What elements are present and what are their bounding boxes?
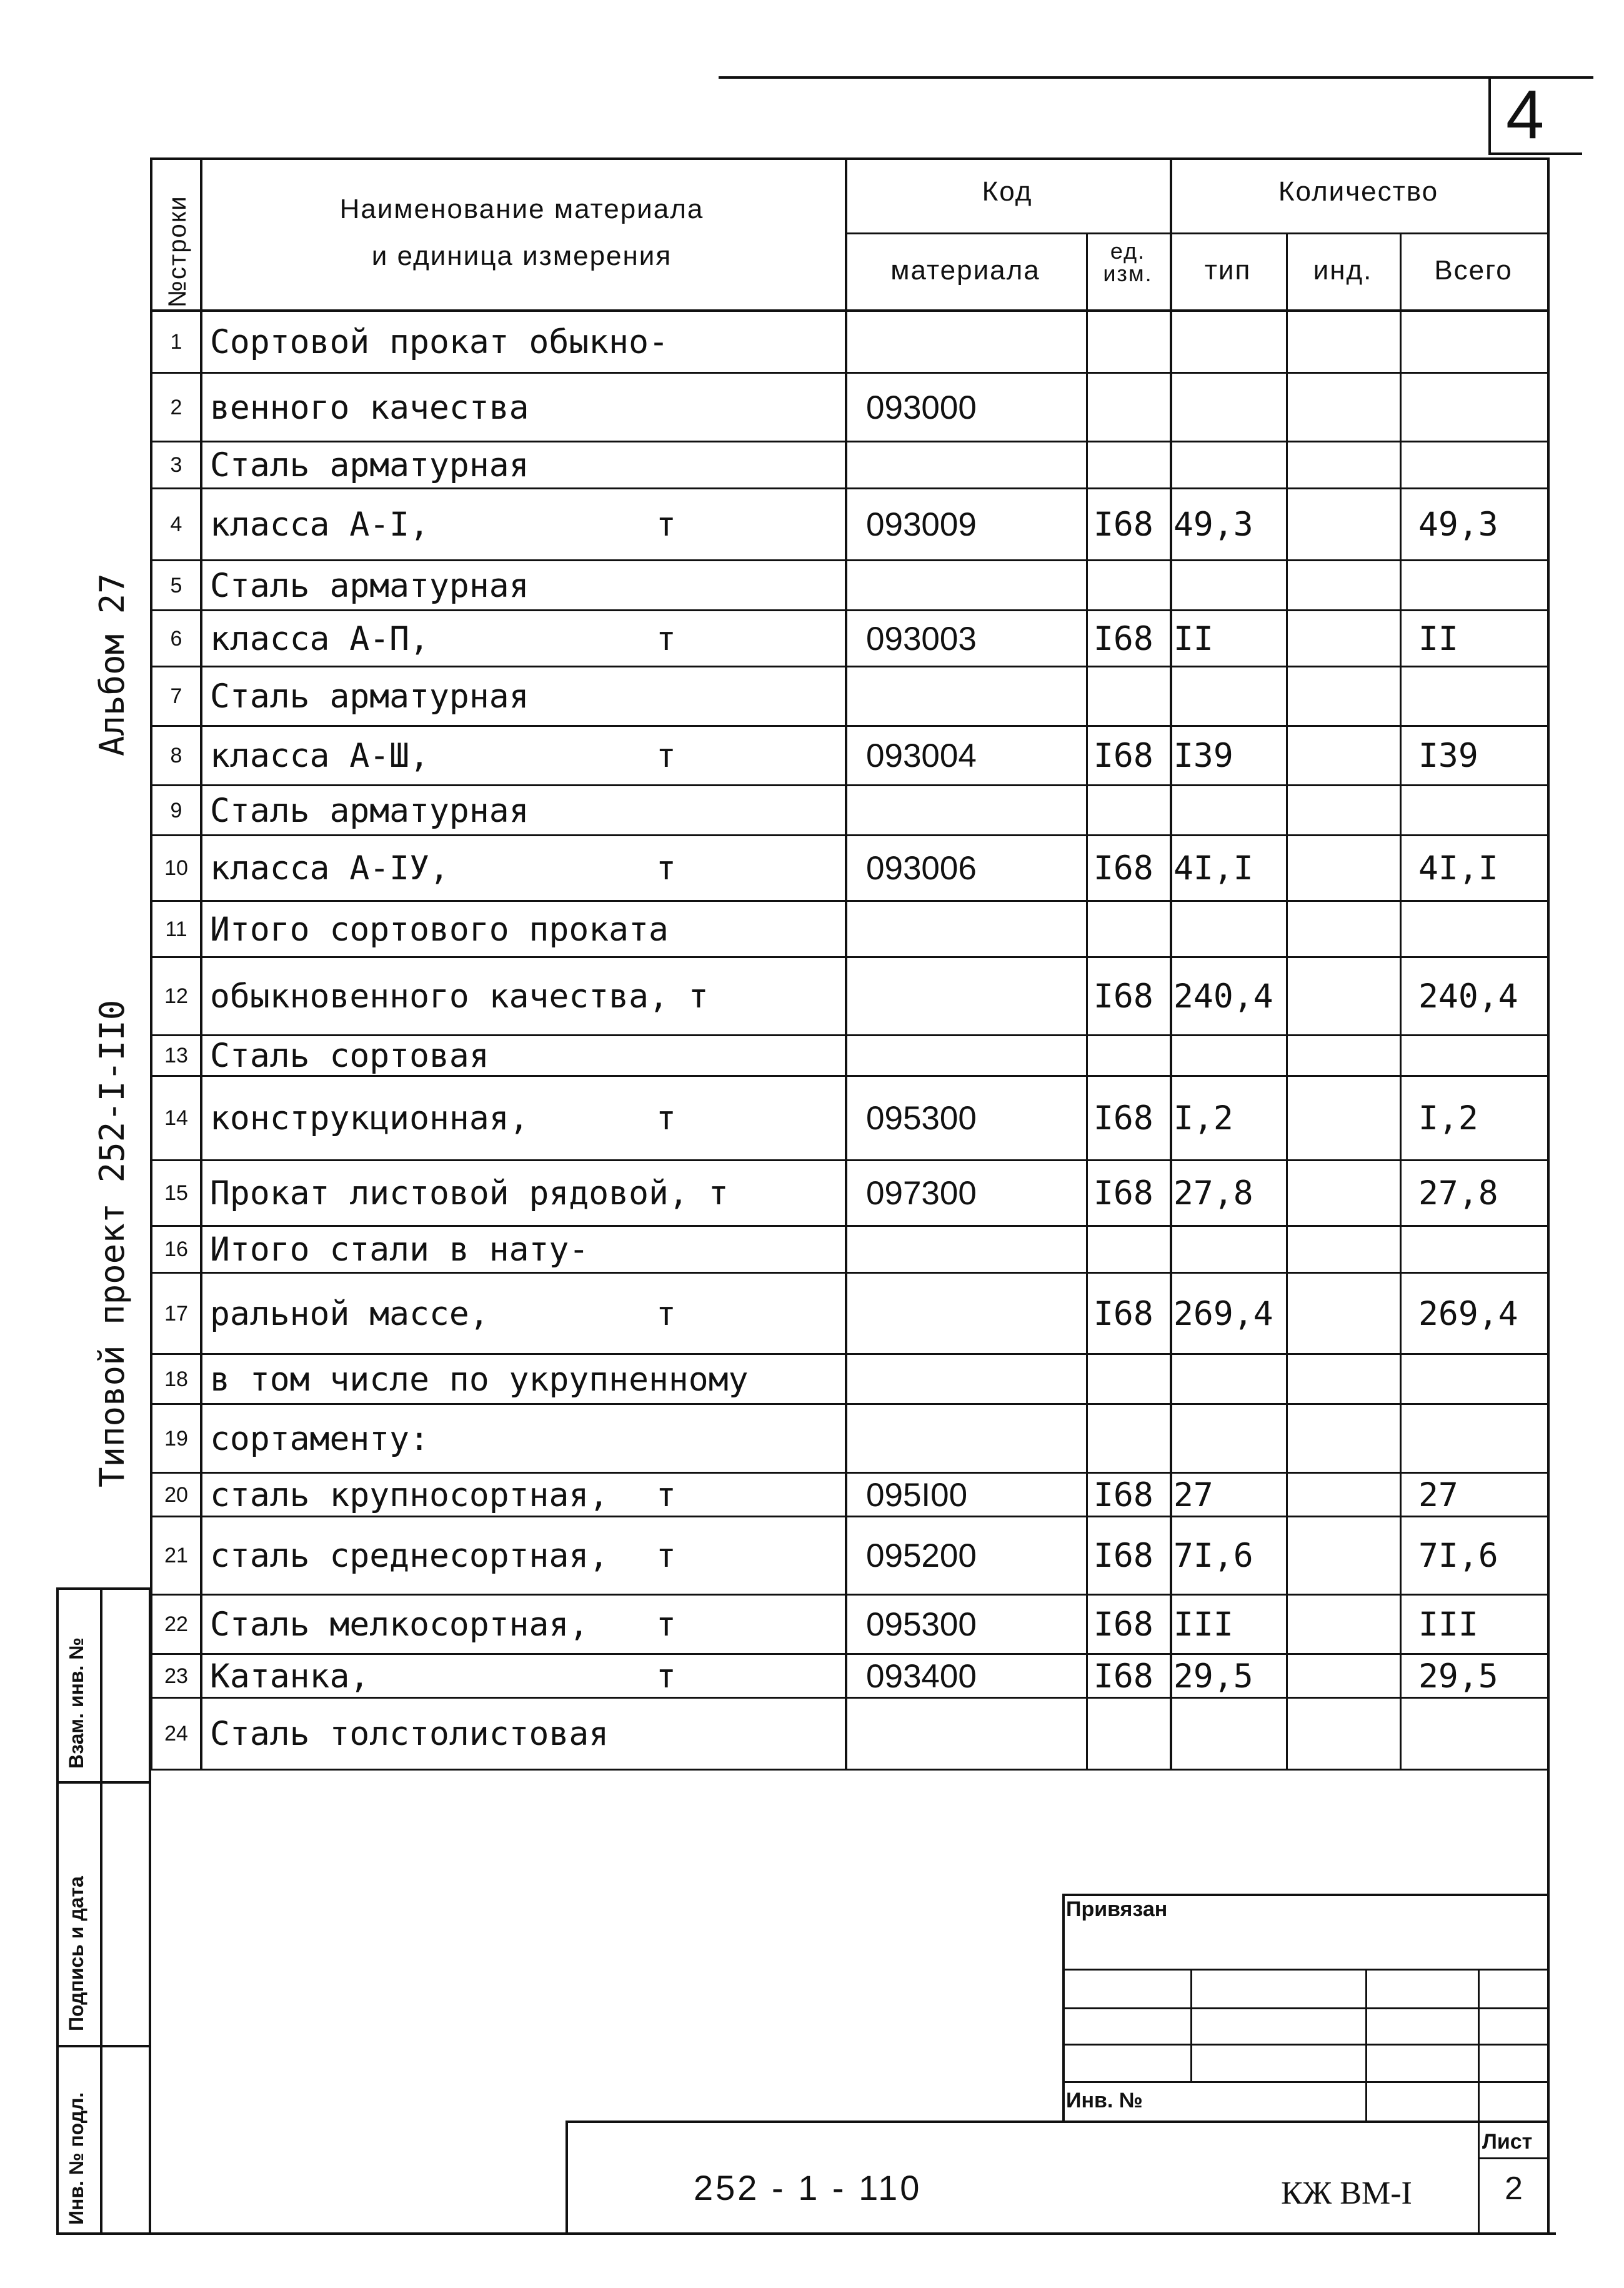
col-divider-total (1400, 232, 1402, 1769)
row-divider (150, 784, 1547, 786)
row-number: 4 (170, 512, 182, 536)
material-name: Сортовой прокат обыкно- (210, 322, 669, 361)
material-code: 093009 (866, 506, 977, 543)
unit-code: I68 (1093, 619, 1153, 658)
material-name: конструкционная, (210, 1099, 529, 1137)
unit-symbol (656, 1406, 694, 1472)
row-number: 20 (164, 1482, 188, 1507)
quantity-ind (1290, 668, 1398, 725)
tb-sheet-label: Лист (1482, 2130, 1533, 2154)
unit-symbol: т (656, 506, 676, 544)
tb-sheet-div (1478, 2157, 1550, 2159)
quantity-type (1173, 1406, 1285, 1472)
header-total: Всего (1434, 255, 1513, 286)
material-name: сталь среднесортная, (210, 1537, 609, 1575)
quantity-total (1418, 1356, 1546, 1403)
row-number: 17 (164, 1301, 188, 1326)
unit-symbol (656, 959, 694, 1034)
quantity-type (1173, 443, 1285, 487)
material-code: 097300 (866, 1175, 977, 1212)
header-name-line1: Наименование материала (339, 194, 704, 224)
unit-symbol (656, 1227, 694, 1272)
stamp-div1 (56, 1781, 150, 1784)
material-code: 095300 (866, 1606, 977, 1643)
material-name: Сталь арматурная (210, 677, 529, 716)
unit-symbol (656, 1699, 694, 1769)
material-code (866, 1406, 1085, 1472)
row-divider (150, 1653, 1547, 1655)
quantity-type: 29,5 (1173, 1657, 1253, 1696)
row-divider (150, 487, 1547, 489)
quantity-ind (1290, 902, 1398, 956)
stamp-left (56, 1587, 59, 2234)
top-rule (719, 76, 1593, 79)
quantity-total: 27,8 (1418, 1174, 1498, 1212)
unit-code: I68 (1093, 1099, 1153, 1137)
tb-privyazan-top (1062, 1894, 1550, 1896)
unit-code (1093, 1699, 1168, 1769)
header-row-number: №строки (164, 195, 191, 307)
quantity-total: 27 (1418, 1476, 1458, 1514)
material-name: Прокат листовой рядовой, т (210, 1174, 729, 1212)
stamp-inv: Инв. № подл. (65, 2092, 87, 2225)
quantity-type (1173, 902, 1285, 956)
row-number: 14 (164, 1106, 188, 1130)
row-divider (150, 1697, 1547, 1699)
quantity-type: 269,4 (1173, 1294, 1273, 1333)
header-mid-line (845, 232, 1547, 234)
quantity-total: 4I,I (1418, 849, 1498, 887)
quantity-type: III (1173, 1606, 1233, 1644)
header-ind: инд. (1313, 255, 1373, 286)
material-code (866, 1699, 1085, 1769)
page-mark: 4 (1506, 76, 1545, 153)
page-bottom-rule (56, 2232, 1556, 2235)
row-number: 16 (164, 1237, 188, 1261)
quantity-ind (1290, 1518, 1398, 1594)
quantity-ind (1290, 1037, 1398, 1075)
quantity-total (1418, 1699, 1546, 1769)
header-type: тип (1204, 255, 1252, 286)
quantity-ind (1290, 1162, 1398, 1225)
quantity-ind (1290, 837, 1398, 900)
quantity-type: 4I,I (1173, 849, 1253, 887)
quantity-total: II (1418, 619, 1458, 658)
material-name: Сталь сортовая (210, 1037, 489, 1075)
material-code (866, 1227, 1085, 1272)
row-divider (150, 1403, 1547, 1405)
row-divider (150, 666, 1547, 667)
material-code (866, 1037, 1085, 1075)
quantity-total (1418, 1227, 1546, 1272)
row-number: 12 (164, 984, 188, 1008)
material-name: Сталь арматурная (210, 446, 529, 484)
material-name: венного качества (210, 388, 529, 427)
material-name: Сталь арматурная (210, 791, 529, 830)
tb-h4 (1062, 2081, 1550, 2083)
quantity-total (1418, 562, 1546, 609)
unit-code: I68 (1093, 1476, 1153, 1514)
unit-symbol (656, 443, 694, 487)
quantity-total (1418, 443, 1546, 487)
quantity-total (1418, 374, 1546, 441)
unit-symbol: т (656, 737, 676, 775)
unit-code (1093, 374, 1168, 441)
tb-main-top (565, 2121, 1550, 2123)
row-divider (150, 1769, 1547, 1771)
unit-symbol: т (656, 1606, 676, 1644)
stamp-mid (100, 1587, 102, 2234)
material-code: 093000 (866, 389, 977, 426)
quantity-total (1418, 312, 1546, 372)
quantity-total: 269,4 (1418, 1294, 1518, 1333)
row-divider (150, 956, 1547, 958)
unit-symbol (656, 787, 694, 834)
tb-h1 (1062, 1969, 1550, 1971)
quantity-type: 7I,6 (1173, 1537, 1253, 1575)
material-code (866, 1356, 1085, 1403)
row-number: 2 (170, 395, 182, 419)
material-code (866, 902, 1085, 956)
unit-code (1093, 1037, 1168, 1075)
row-divider (150, 1594, 1547, 1596)
row-divider (150, 559, 1547, 561)
unit-symbol: т (656, 1657, 676, 1696)
unit-code: I68 (1093, 737, 1153, 775)
quantity-type: II (1173, 619, 1213, 658)
table-top-border (150, 157, 1550, 160)
quantity-ind (1290, 1356, 1398, 1403)
material-name: класса А-IУ, (210, 849, 449, 887)
row-number: 3 (170, 453, 182, 477)
unit-symbol (656, 562, 694, 609)
unit-symbol (656, 902, 694, 956)
unit-symbol (656, 312, 694, 372)
unit-code: I68 (1093, 849, 1153, 887)
col-divider-unit (1086, 232, 1088, 1769)
material-name: Катанка, (210, 1657, 370, 1696)
unit-code: I68 (1093, 1657, 1153, 1696)
quantity-total: I39 (1418, 737, 1478, 775)
row-number: 10 (164, 856, 188, 880)
row-number: 11 (165, 917, 187, 941)
material-code: 095I00 (866, 1476, 968, 1514)
quantity-type: 49,3 (1173, 506, 1253, 544)
row-divider (150, 372, 1547, 374)
material-name: в том числе по укрупненному (210, 1360, 749, 1399)
unit-code (1093, 443, 1168, 487)
material-code: 093400 (866, 1657, 977, 1695)
quantity-type: I39 (1173, 737, 1233, 775)
quantity-total: 49,3 (1418, 506, 1498, 544)
row-number: 7 (170, 684, 182, 708)
tb-mark: КЖ ВМ-I (1281, 2176, 1412, 2211)
quantity-ind (1290, 562, 1398, 609)
quantity-ind (1290, 1596, 1398, 1653)
material-code (866, 312, 1085, 372)
tb-h3 (1062, 2044, 1550, 2046)
table-right-border (1547, 157, 1550, 2234)
row-number: 18 (164, 1367, 188, 1391)
quantity-ind (1290, 1274, 1398, 1353)
material-code: 095200 (866, 1537, 977, 1574)
material-name: сортаменту: (210, 1419, 429, 1458)
quantity-ind (1290, 443, 1398, 487)
row-divider (150, 1159, 1547, 1161)
row-number: 8 (170, 744, 182, 767)
header-quantity-group: Количество (1278, 176, 1439, 207)
quantity-total: 7I,6 (1418, 1537, 1498, 1575)
quantity-total: 29,5 (1418, 1657, 1498, 1696)
unit-code (1093, 902, 1168, 956)
unit-code: I68 (1093, 1294, 1153, 1333)
unit-symbol (656, 1356, 694, 1403)
unit-code: I68 (1093, 1537, 1153, 1575)
quantity-type (1173, 374, 1285, 441)
stamp-div2 (56, 2045, 150, 2047)
quantity-type: 27 (1173, 1476, 1213, 1514)
material-code: 093006 (866, 850, 977, 887)
row-number: 15 (164, 1181, 188, 1205)
quantity-ind (1290, 1406, 1398, 1472)
unit-code (1093, 562, 1168, 609)
unit-symbol: т (656, 1476, 676, 1514)
material-name: класса А-I, (210, 506, 429, 544)
material-name: ральной массе, (210, 1294, 489, 1333)
material-code: 093003 (866, 620, 977, 657)
row-number: 22 (164, 1612, 188, 1636)
unit-code (1093, 1406, 1168, 1472)
tb-privyazan: Привязан (1066, 1897, 1168, 1921)
row-divider (150, 900, 1547, 902)
quantity-type (1173, 1227, 1285, 1272)
material-name: Сталь мелкосортная, (210, 1606, 589, 1644)
quantity-ind (1290, 490, 1398, 559)
row-number: 19 (164, 1426, 188, 1451)
row-divider (150, 1225, 1547, 1227)
material-name: Сталь арматурная (210, 566, 529, 605)
col-divider-quantity (1170, 157, 1172, 1769)
stamp-vzam: Взам. инв. № (65, 1637, 87, 1769)
unit-code: I68 (1093, 506, 1153, 544)
quantity-total: I,2 (1418, 1099, 1478, 1137)
col-divider-ind (1286, 232, 1288, 1769)
quantity-ind (1290, 1227, 1398, 1272)
material-code (866, 1274, 1085, 1353)
quantity-type (1173, 1699, 1285, 1769)
material-code (866, 959, 1085, 1034)
material-name: Итого стали в нату- (210, 1231, 589, 1269)
quantity-total (1418, 787, 1546, 834)
row-number: 9 (170, 798, 182, 822)
unit-symbol (656, 668, 694, 725)
quantity-type (1173, 312, 1285, 372)
stamp-top (56, 1587, 150, 1590)
quantity-type: 240,4 (1173, 977, 1273, 1016)
row-divider (150, 1034, 1547, 1036)
quantity-total: III (1418, 1606, 1478, 1644)
row-divider (150, 725, 1547, 727)
row-number: 21 (164, 1544, 188, 1567)
quantity-type (1173, 1356, 1285, 1403)
material-name: обыкновенного качества, т (210, 977, 709, 1016)
unit-symbol: т (656, 1099, 676, 1137)
row-divider (150, 441, 1547, 442)
quantity-ind (1290, 787, 1398, 834)
unit-symbol: т (656, 1294, 676, 1333)
unit-symbol (656, 1162, 694, 1225)
tb-v2 (1365, 1969, 1367, 2122)
material-name: Сталь толстолистовая (210, 1715, 609, 1753)
material-code: 093004 (866, 737, 977, 774)
header-code-group: Код (982, 176, 1033, 207)
stamp-sign: Подпись и дата (65, 1876, 87, 2031)
unit-symbol (656, 374, 694, 441)
album-label: Альбом 27 (92, 573, 132, 756)
quantity-type (1173, 668, 1285, 725)
tb-main-left (565, 2121, 568, 2234)
row-number: 23 (164, 1664, 188, 1688)
material-name: Итого сортового проката (210, 910, 669, 949)
quantity-ind (1290, 374, 1398, 441)
material-code (866, 787, 1085, 834)
quantity-total: 240,4 (1418, 977, 1518, 1016)
quantity-ind (1290, 312, 1398, 372)
quantity-ind (1290, 1656, 1398, 1697)
row-number: 5 (170, 573, 182, 597)
unit-code (1093, 1227, 1168, 1272)
header-unit: ед. изм. (1103, 238, 1153, 286)
row-divider (150, 1272, 1547, 1274)
quantity-ind (1290, 1077, 1398, 1159)
unit-symbol: т (656, 619, 676, 658)
stamp-right (149, 1587, 151, 2234)
quantity-total (1418, 902, 1546, 956)
row-divider (150, 1353, 1547, 1355)
tb-sheet-no: 2 (1505, 2171, 1523, 2207)
quantity-type: 27,8 (1173, 1174, 1253, 1212)
row-number: 24 (164, 1722, 188, 1746)
material-name: класса А-П, (210, 619, 429, 658)
row-divider (150, 1516, 1547, 1517)
unit-code (1093, 1356, 1168, 1403)
row-number: 1 (170, 329, 182, 354)
row-divider (150, 1472, 1547, 1474)
material-code (866, 443, 1085, 487)
unit-code (1093, 787, 1168, 834)
row-divider (150, 834, 1547, 836)
unit-symbol: т (656, 849, 676, 887)
material-name: класса А-Ш, (210, 737, 429, 775)
quantity-ind (1290, 612, 1398, 666)
quantity-type (1173, 787, 1285, 834)
header-name-line2: и единица измерения (371, 241, 672, 271)
unit-code: I68 (1093, 1606, 1153, 1644)
unit-code (1093, 312, 1168, 372)
quantity-ind (1290, 1699, 1398, 1769)
tb-inv-no: Инв. № (1066, 2089, 1143, 2112)
row-number: 13 (164, 1044, 188, 1067)
row-divider (150, 1075, 1547, 1077)
tb-h2 (1062, 2007, 1550, 2009)
quantity-ind (1290, 959, 1398, 1034)
unit-symbol: т (656, 1537, 676, 1575)
row-number: 6 (170, 626, 182, 651)
unit-code (1093, 668, 1168, 725)
unit-code: I68 (1093, 977, 1153, 1016)
row-divider (150, 609, 1547, 611)
material-name: сталь крупносортная, (210, 1476, 609, 1514)
unit-symbol (656, 1037, 694, 1075)
quantity-type: I,2 (1173, 1099, 1233, 1137)
quantity-ind (1290, 727, 1398, 784)
quantity-type (1173, 1037, 1285, 1075)
header-material: материала (890, 255, 1040, 286)
project-label: Типовой проект 252-I-II0 (92, 999, 132, 1487)
quantity-total (1418, 1406, 1546, 1472)
tb-v1 (1190, 1969, 1192, 2082)
tb-doc-code: 252 - 1 - 110 (694, 2168, 922, 2207)
quantity-total (1418, 1037, 1546, 1075)
quantity-total (1418, 668, 1546, 725)
unit-code: I68 (1093, 1174, 1153, 1212)
material-code (866, 668, 1085, 725)
material-code: 095300 (866, 1100, 977, 1137)
material-code (866, 562, 1085, 609)
page-mark-divider (1488, 79, 1491, 154)
quantity-type (1173, 562, 1285, 609)
quantity-ind (1290, 1474, 1398, 1516)
